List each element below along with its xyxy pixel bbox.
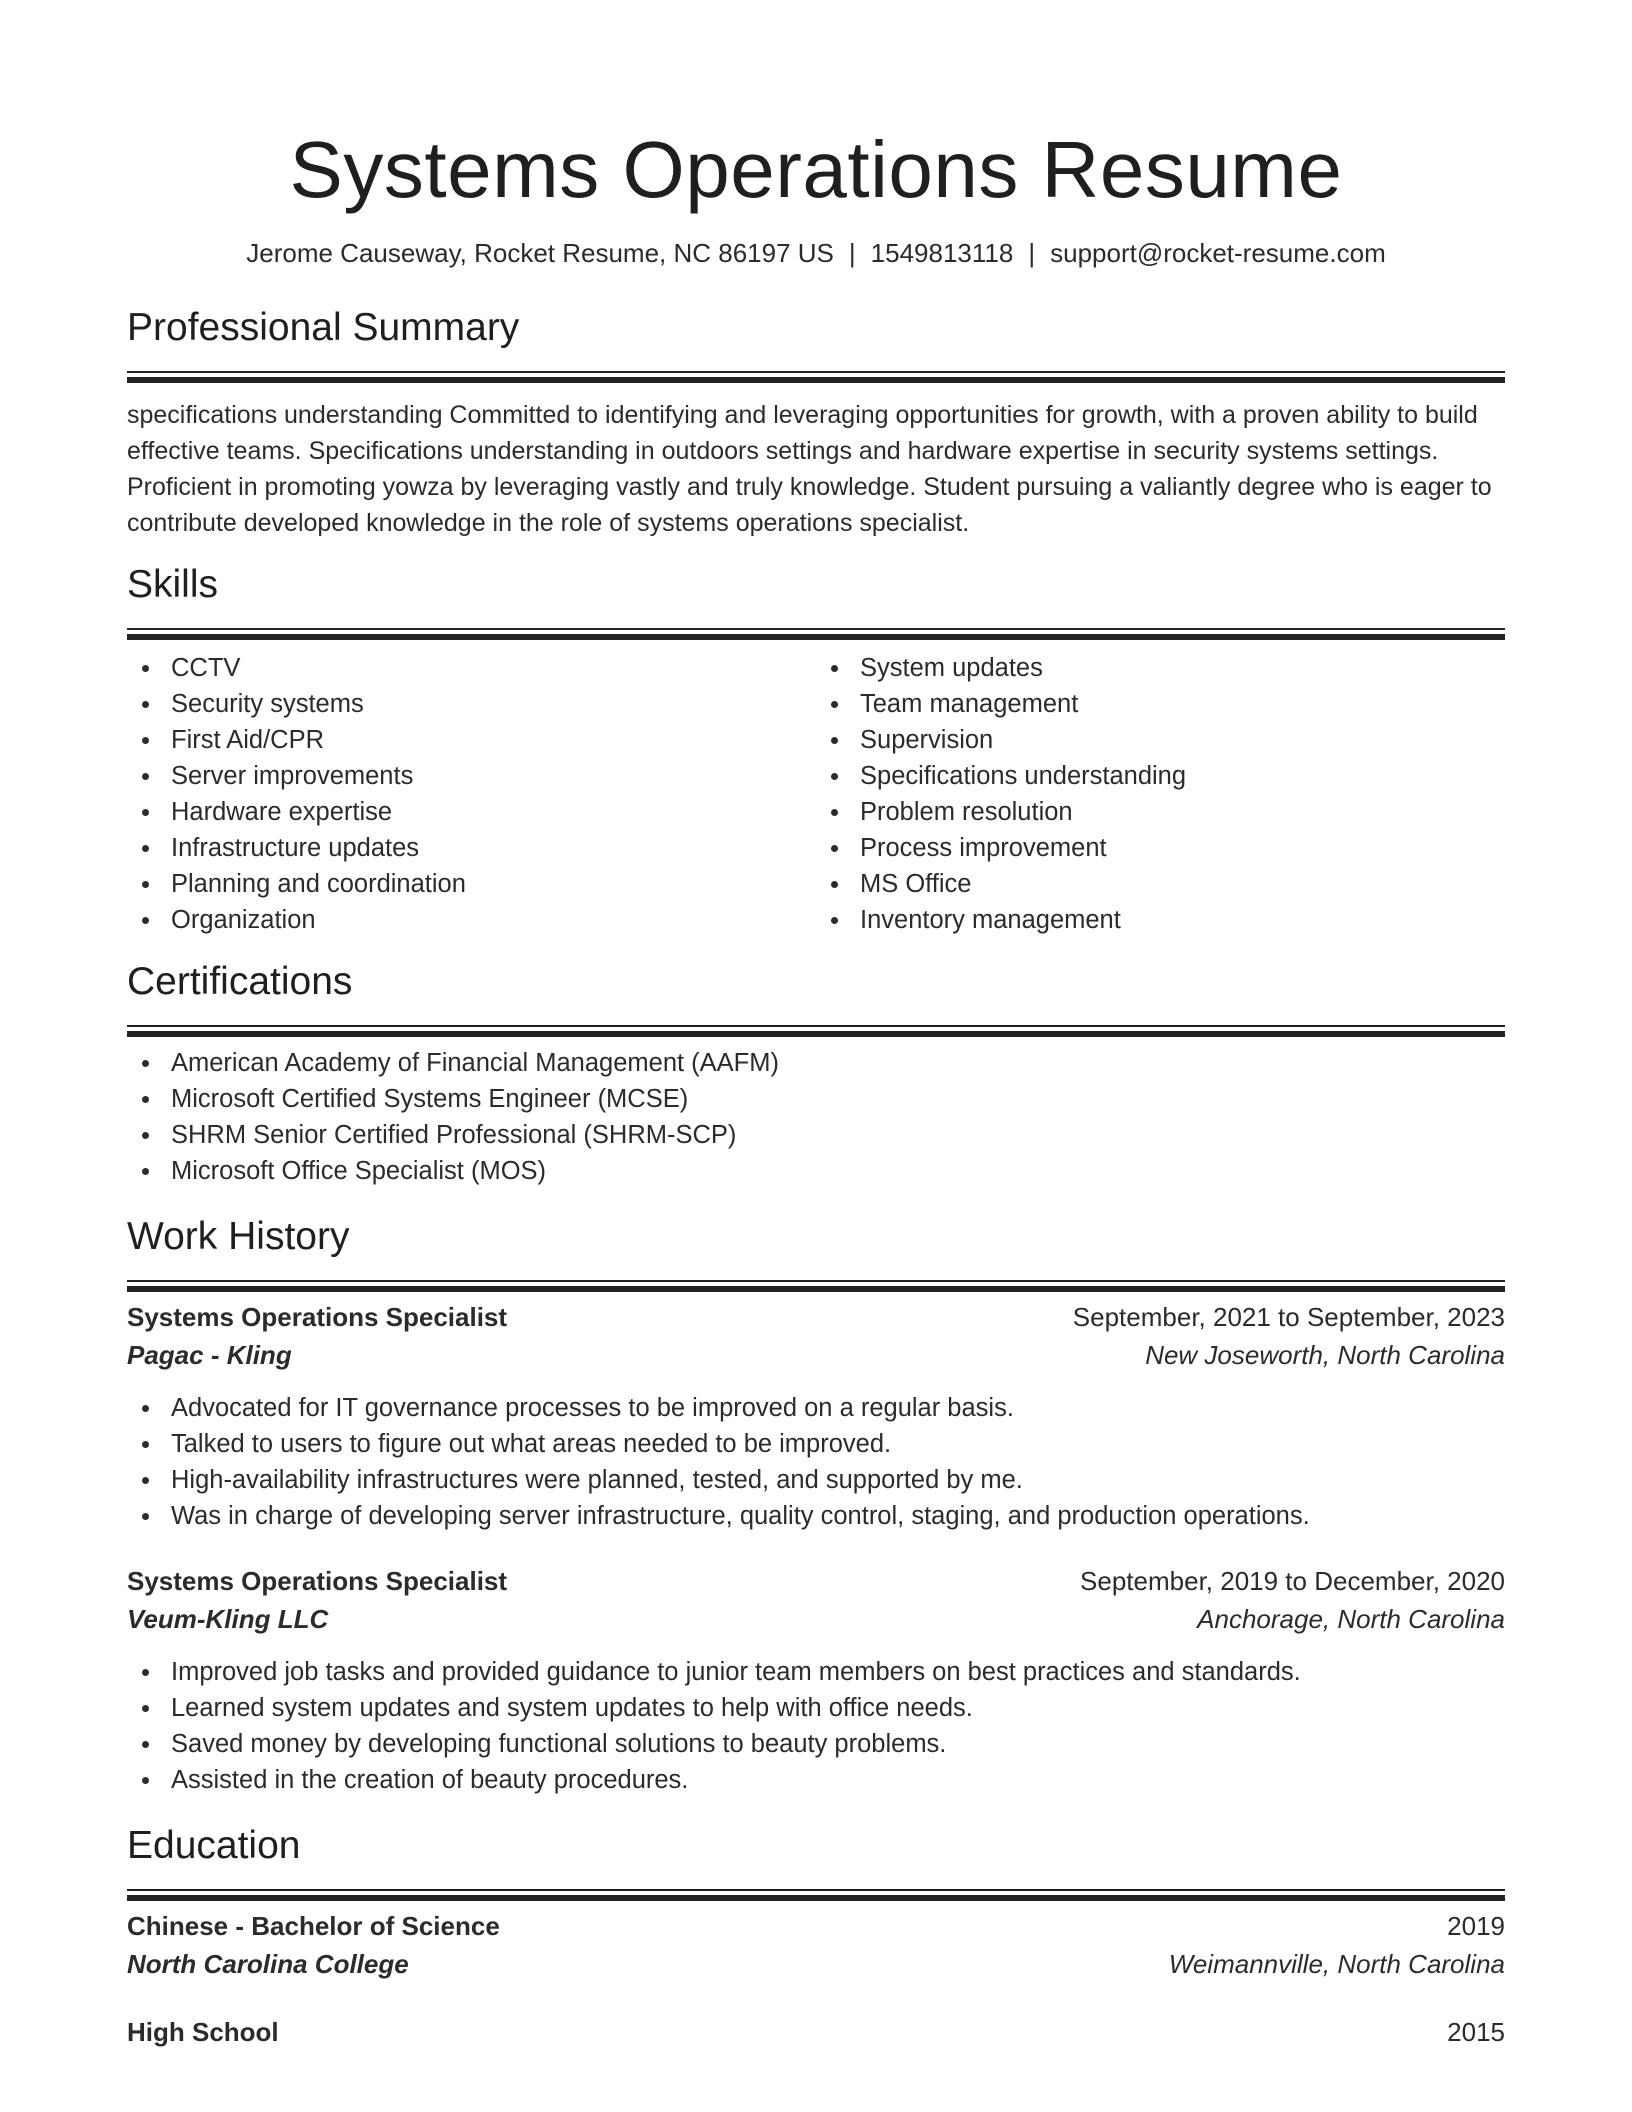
work-heading: Work History xyxy=(127,1215,350,1258)
job-subheader xyxy=(127,1336,1505,1374)
education-header xyxy=(127,1907,1505,1945)
section-divider xyxy=(127,1280,1505,1282)
skill-item: Security systems xyxy=(127,686,816,722)
skill-item: Problem resolution xyxy=(816,794,1505,830)
certification-item: American Academy of Financial Management (AAFM) xyxy=(127,1045,1505,1081)
job-company: Veum-Kling LLC xyxy=(127,1604,329,1634)
skill-item: Specifications understanding xyxy=(816,758,1505,794)
skills-columns xyxy=(127,650,1505,938)
education-year: 2019 xyxy=(1447,1911,1505,1941)
skill-item: Infrastructure updates xyxy=(127,830,816,866)
skills-section xyxy=(127,561,1505,938)
education-header xyxy=(127,2013,1505,2051)
job-entry xyxy=(127,1562,1505,1798)
skill-item: Planning and coordination xyxy=(127,866,816,902)
skill-item: System updates xyxy=(816,650,1505,686)
education-section xyxy=(127,1822,1505,2051)
skill-item: CCTV xyxy=(127,650,816,686)
job-bullets xyxy=(127,1654,1505,1798)
education-entry xyxy=(127,2013,1505,2051)
job-bullet: Advocated for IT governance processes to be improved on a regular basis. xyxy=(127,1390,1505,1426)
job-entry xyxy=(127,1298,1505,1534)
job-bullet: Improved job tasks and provided guidance to junior team members on best practices and standards. xyxy=(127,1654,1505,1690)
section-divider xyxy=(127,1889,1505,1891)
job-bullets xyxy=(127,1390,1505,1534)
education-degree: High School xyxy=(127,2017,279,2047)
contact-separator: | xyxy=(1028,238,1036,268)
summary-heading: Professional Summary xyxy=(127,306,520,349)
section-divider xyxy=(127,628,1505,630)
job-dates: September, 2019 to December, 2020 xyxy=(1080,1566,1505,1596)
contact-line xyxy=(127,236,1505,270)
job-title: Systems Operations Specialist xyxy=(127,1302,508,1332)
skill-item: MS Office xyxy=(816,866,1505,902)
resume-title: Systems Operations Resume xyxy=(289,125,1343,214)
job-bullet: Saved money by developing functional solutions to beauty problems. xyxy=(127,1726,1505,1762)
education-subheader xyxy=(127,1945,1505,1983)
contact-email[interactable]: support@rocket-resume.com xyxy=(1050,238,1386,268)
section-divider xyxy=(127,371,1505,373)
skill-item: Hardware expertise xyxy=(127,794,816,830)
section-divider xyxy=(127,1025,1505,1027)
contact-phone: 1549813118 xyxy=(870,238,1014,268)
certification-item: SHRM Senior Certified Professional (SHRM-SCP) xyxy=(127,1117,1505,1153)
education-location: Weimannville, North Carolina xyxy=(1168,1949,1505,1979)
job-location: New Joseworth, North Carolina xyxy=(1145,1340,1505,1370)
skill-item: Supervision xyxy=(816,722,1505,758)
education-entry xyxy=(127,1907,1505,1983)
job-header xyxy=(127,1298,1505,1336)
skill-item: Team management xyxy=(816,686,1505,722)
contact-address: Jerome Causeway, Rocket Resume, NC 86197 US xyxy=(246,238,834,268)
skill-item: Process improvement xyxy=(816,830,1505,866)
summary-text: specifications understanding Committed to identifying and leveraging opportunities for growth, with a proven ability to build effective teams. Specifications understanding in outdoors settings and hardware expertise in security systems settings. Proficient in promoting yowza by leveraging vastly and truly knowledge. Student pursuing a valiantly degree who is eager to contribute developed knowledge in the role of systems operations specialist. xyxy=(127,401,1492,537)
job-bullet: High-availability infrastructures were planned, tested, and supported by me. xyxy=(127,1462,1505,1498)
certification-item: Microsoft Certified Systems Engineer (MCSE) xyxy=(127,1081,1505,1117)
work-section xyxy=(127,1213,1505,1798)
job-location: Anchorage, North Carolina xyxy=(1197,1604,1505,1634)
job-bullet: Learned system updates and system updates to help with office needs. xyxy=(127,1690,1505,1726)
skill-item: First Aid/CPR xyxy=(127,722,816,758)
certifications-heading: Certifications xyxy=(127,960,353,1003)
contact-separator: | xyxy=(848,238,856,268)
job-bullet: Was in charge of developing server infrastructure, quality control, staging, and production operations. xyxy=(127,1498,1505,1534)
skills-heading: Skills xyxy=(127,563,219,606)
skill-item: Server improvements xyxy=(127,758,816,794)
skills-list-right xyxy=(816,650,1505,938)
education-heading: Education xyxy=(127,1824,301,1867)
job-dates: September, 2021 to September, 2023 xyxy=(1072,1302,1505,1332)
skill-item: Inventory management xyxy=(816,902,1505,938)
job-company: Pagac - Kling xyxy=(127,1340,292,1370)
education-degree: Chinese - Bachelor of Science xyxy=(127,1911,500,1941)
job-bullet: Talked to users to figure out what areas needed to be improved. xyxy=(127,1426,1505,1462)
skills-list-left xyxy=(127,650,816,938)
job-header xyxy=(127,1562,1505,1600)
job-subheader xyxy=(127,1600,1505,1638)
job-title: Systems Operations Specialist xyxy=(127,1566,508,1596)
summary-section xyxy=(127,304,1505,541)
certification-item: Microsoft Office Specialist (MOS) xyxy=(127,1153,1505,1189)
education-school: North Carolina College xyxy=(127,1949,409,1979)
certifications-list xyxy=(127,1045,1505,1189)
certifications-section xyxy=(127,958,1505,1189)
skill-item: Organization xyxy=(127,902,816,938)
job-bullet: Assisted in the creation of beauty procedures. xyxy=(127,1762,1505,1798)
education-year: 2015 xyxy=(1447,2017,1505,2047)
